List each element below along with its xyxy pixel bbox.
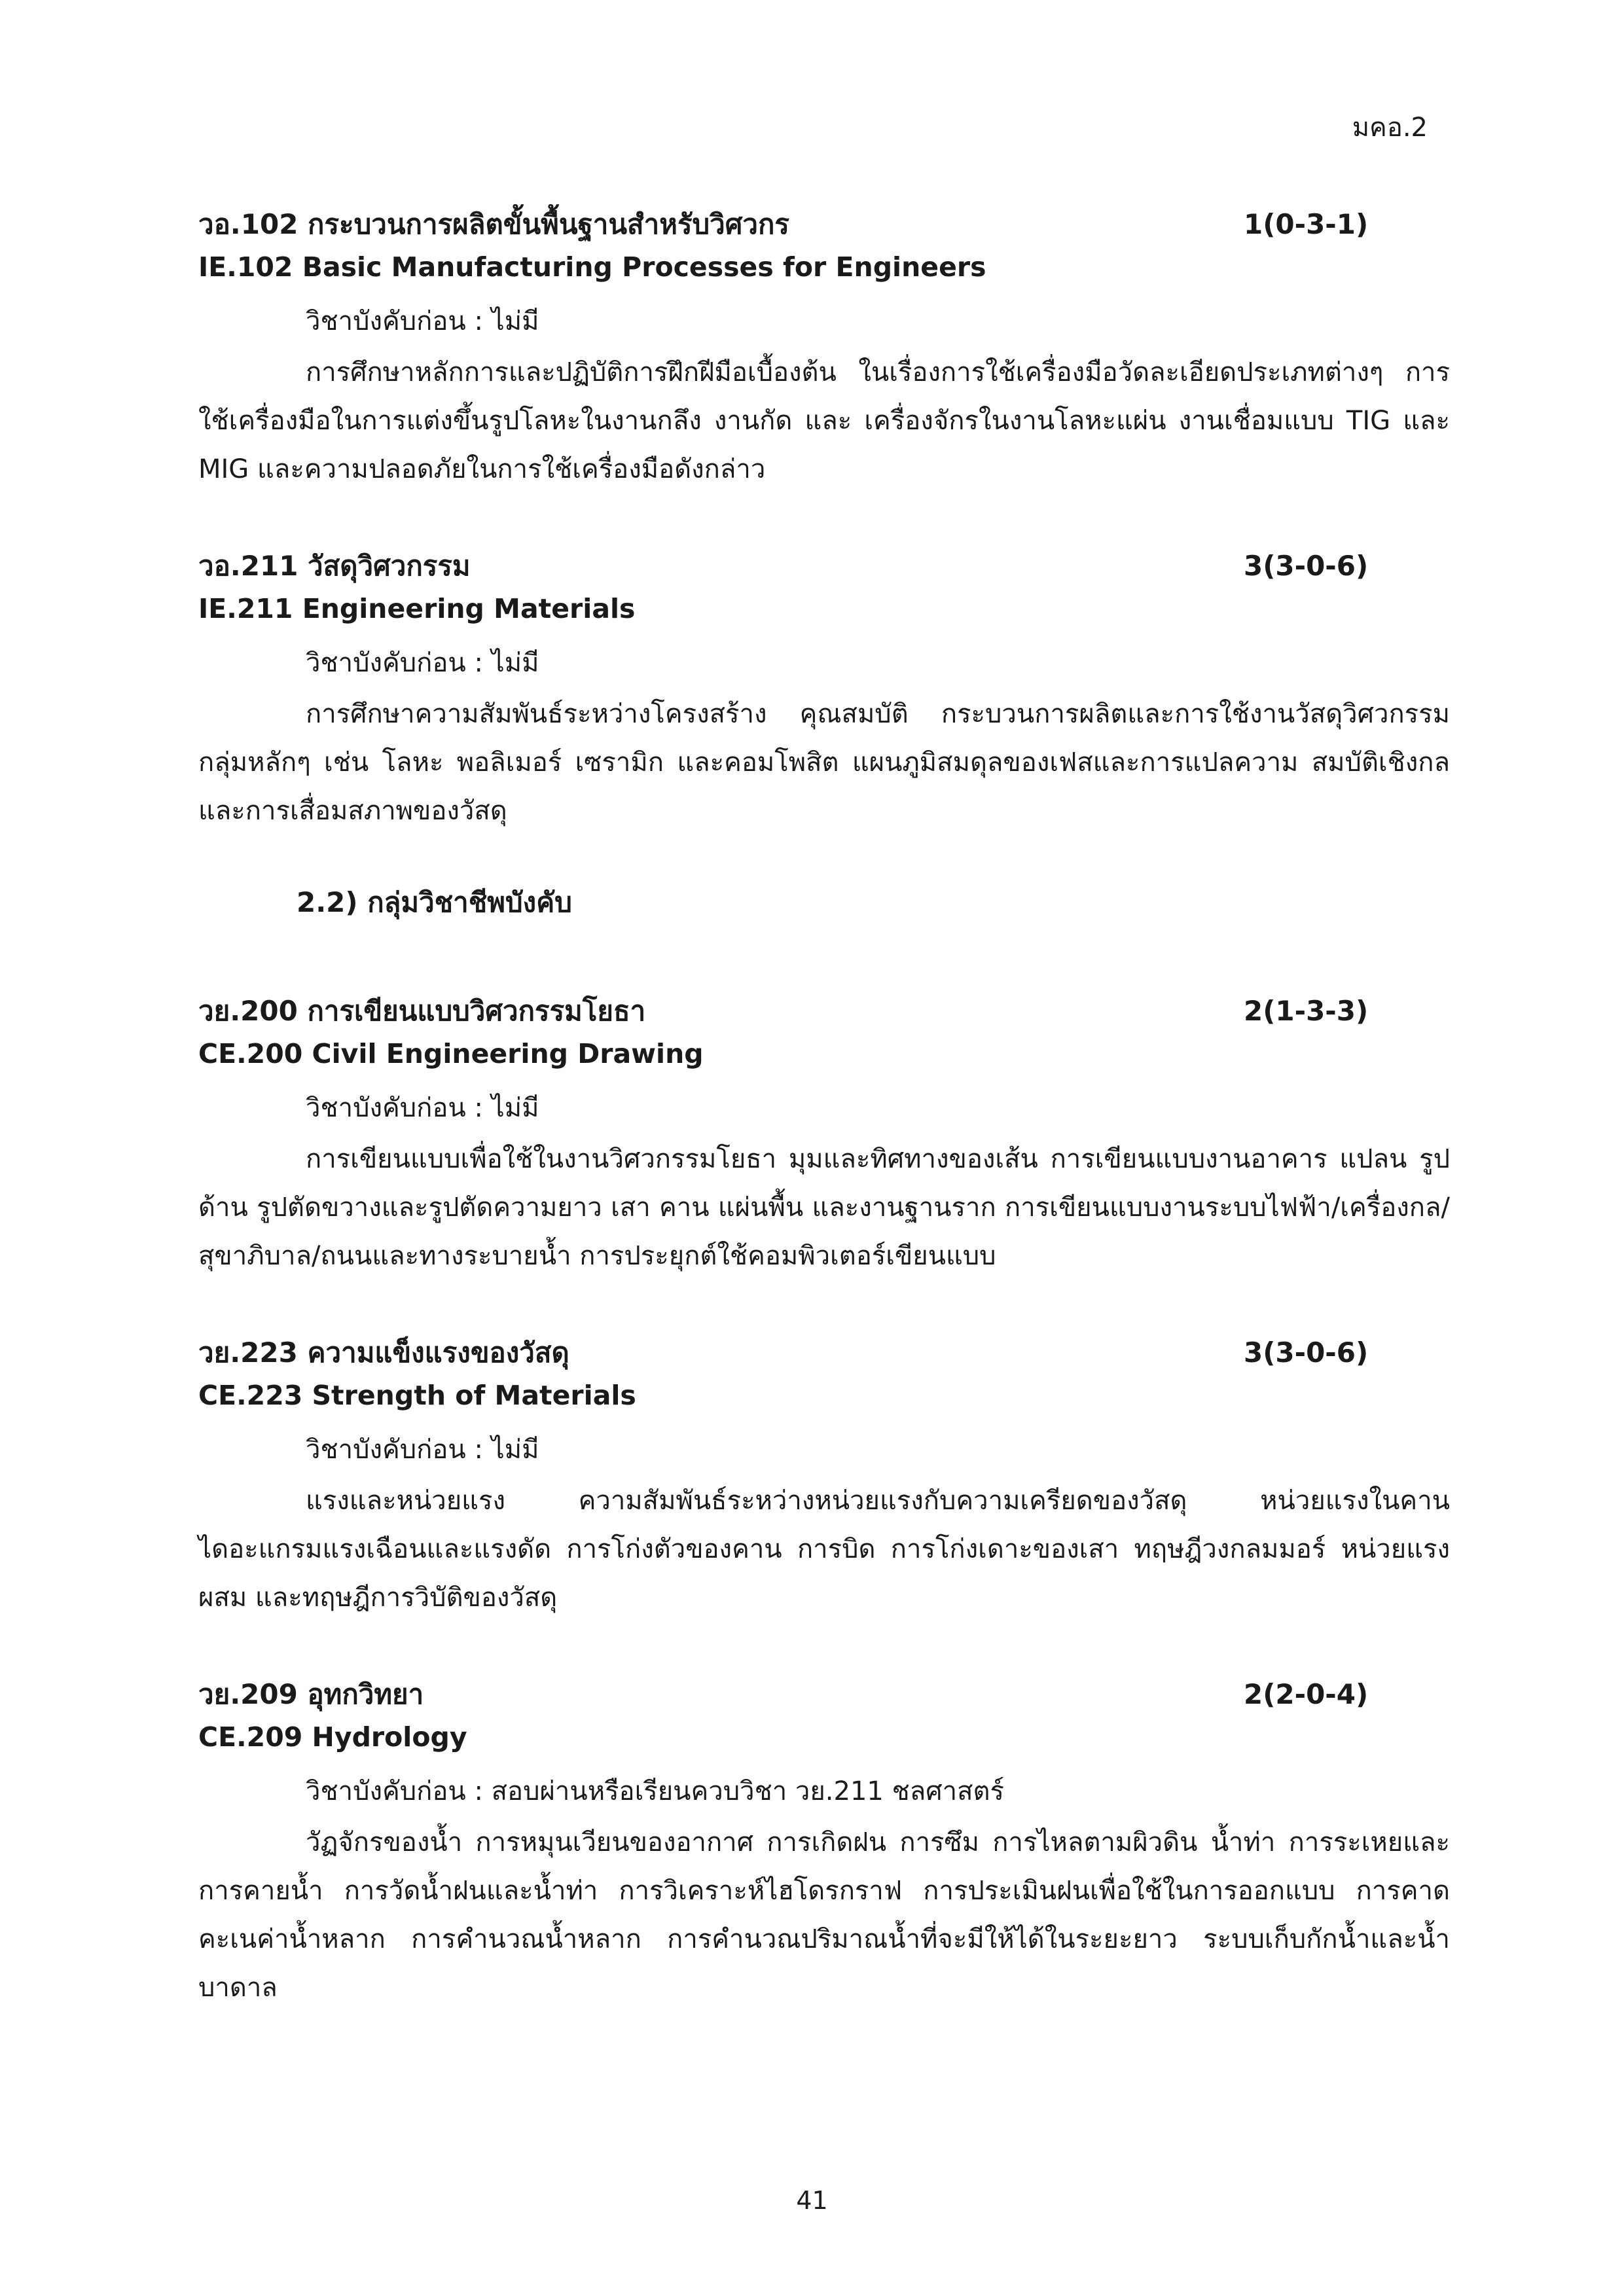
course-title-row (198, 1673, 1450, 1721)
course-title-row (198, 203, 1450, 251)
course-title-th: วอ.102 กระบวนการผลิตขั้นพื้นฐานสำหรับวิศวกร (198, 208, 789, 240)
course-title-th: วย.200 การเขียนแบบวิศวกรรมโยธา (198, 995, 646, 1027)
course-description: วัฏจักรของน้ำ การหมุนเวียนของอากาศ การเกิดฝน การซึม การไหลตามผิวดิน น้ำท่า การระเหยและการคายน้ำ การวัดน้ำฝนและน้ำท่า การวิเคราะห์ไฮโดรกราฟ การประเมินฝนเพื่อใช้ในการออกแบบ การคาดคะเนค่าน้ำหลาก การคำนวณน้ำหลาก การคำนวณปริมาณน้ำที่จะมีให้ได้ในระยะยาว ระบบเก็บกักน้ำและน้ำบาดาล (198, 1827, 1450, 2003)
course-description: การเขียนแบบเพื่อใช้ในงานวิศวกรรมโยธา มุมและทิศทางของเส้น การเขียนแบบงานอาคาร แปลน รูปด้าน รูปตัดขวางและรูปตัดความยาว เสา คาน แผ่นพื้น และงานฐานราก การเขียนแบบงานระบบไฟฟ้า/เครื่องกล/สุขาภิบาล/ถนนและทางระบายน้ำ การประยุกต์ใช้คอมพิวเตอร์เขียนแบบ (198, 1144, 1450, 1271)
course-ce223 (198, 1331, 1450, 1622)
course-title-en: CE.223 Strength of Materials (198, 1380, 636, 1411)
page-number: 41 (796, 2186, 828, 2215)
course-title-en: CE.200 Civil Engineering Drawing (198, 1038, 704, 1069)
course-title-en: IE.211 Engineering Materials (198, 593, 636, 624)
group-heading: 2.2) กลุ่มวิชาชีพบังคับ (297, 886, 572, 918)
course-ie102 (198, 203, 1450, 493)
course-title-th: วย.209 อุทกวิทยา (198, 1678, 424, 1710)
course-title-th: วอ.211 วัสดุวิศวกรรม (198, 550, 471, 582)
course-title-th: วย.223 ความแข็งแรงของวัสดุ (198, 1336, 569, 1369)
course-title-en: IE.102 Basic Manufacturing Processes for Engineers (198, 251, 986, 283)
course-credits: 2(1-3-3) (1244, 995, 1369, 1027)
course-ce200 (198, 990, 1450, 1280)
course-prerequisite: วิชาบังคับก่อน : ไม่มี (306, 1435, 539, 1465)
course-prerequisite: วิชาบังคับก่อน : ไม่มี (306, 648, 539, 678)
course-list (198, 203, 1450, 2063)
course-credits: 2(2-0-4) (1244, 1678, 1369, 1710)
course-credits: 1(0-3-1) (1244, 208, 1369, 240)
course-prerequisite: วิชาบังคับก่อน : สอบผ่านหรือเรียนควบวิชา วย.211 ชลศาสตร์ (306, 1776, 1004, 1806)
course-prerequisite: วิชาบังคับก่อน : ไม่มี (306, 306, 539, 336)
course-description: การศึกษาความสัมพันธ์ระหว่างโครงสร้าง คุณสมบัติ กระบวนการผลิตและการใช้งานวัสดุวิศวกรรม กลุ่มหลักๆ เช่น โลหะ พอลิเมอร์ เซรามิก และคอมโพสิต แผนภูมิสมดุลของเฟสและการแปลความ สมบัติเชิงกล และการเสื่อมสภาพของวัสดุ (198, 699, 1451, 826)
course-credits: 3(3-0-6) (1244, 1336, 1369, 1369)
document-code: มคอ.2 (1352, 113, 1428, 143)
course-title-row (198, 990, 1450, 1038)
course-description: แรงและหน่วยแรง ความสัมพันธ์ระหว่างหน่วยแรงกับความเครียดของวัสดุ หน่วยแรงในคาน ไดอะแกรมแรงเฉือนและแรงดัด การโก่งตัวของคาน การบิด การโก่งเดาะของเสา ทฤษฎีวงกลมมอร์ หน่วยแรงผสม และทฤษฎีการวิบัติของวัสดุ (198, 1486, 1450, 1613)
course-title-en: CE.209 Hydrology (198, 1721, 467, 1753)
course-ce209 (198, 1673, 1450, 2012)
course-ie211 (198, 545, 1450, 835)
course-description: การศึกษาหลักการและปฏิบัติการฝึกฝีมือเบื้องต้น ในเรื่องการใช้เครื่องมือวัดละเอียดประเภทต่างๆ การใช้เครื่องมือในการแต่งขึ้นรูปโลหะในงานกลึง งานกัด และ เครื่องจักรในงานโลหะแผ่น งานเชื่อมแบบ TIG และ MIG และความปลอดภัยในการใช้เครื่องมือดังกล่าว (198, 357, 1450, 484)
course-credits: 3(3-0-6) (1244, 550, 1369, 582)
course-title-row (198, 1331, 1450, 1380)
course-prerequisite: วิชาบังคับก่อน : ไม่มี (306, 1093, 539, 1123)
course-title-row (198, 545, 1450, 593)
